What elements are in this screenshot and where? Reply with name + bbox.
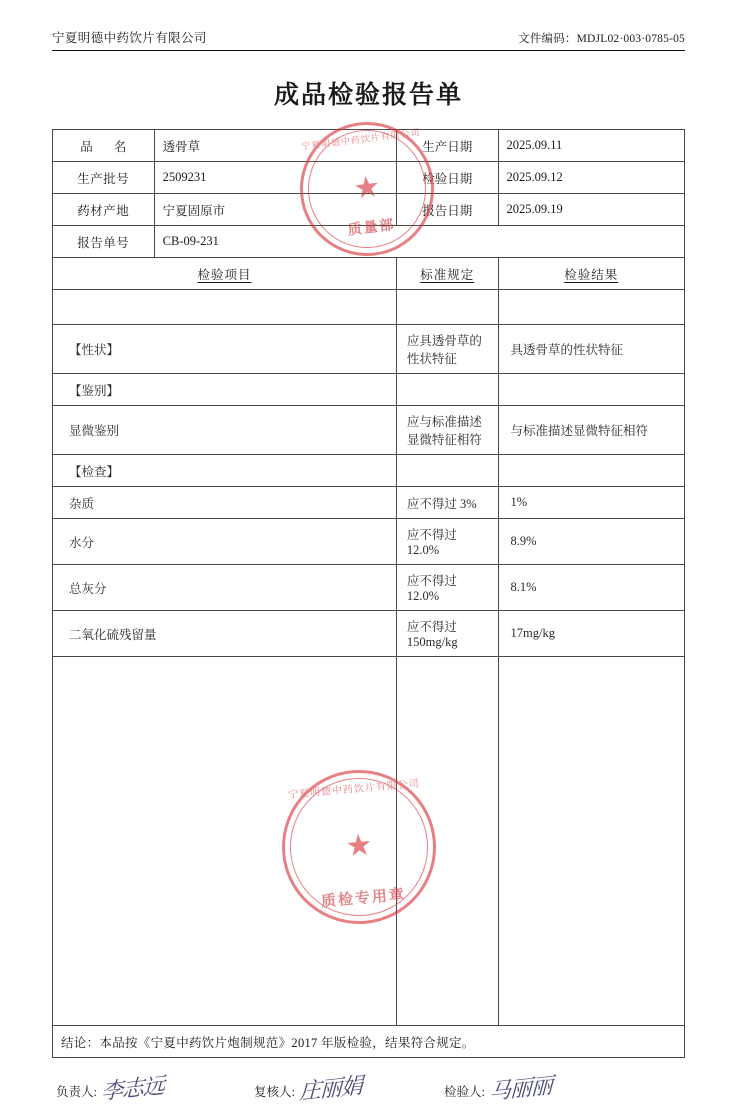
signature-row: [52, 1073, 685, 1105]
conclusion-row: [53, 1026, 685, 1058]
result-item: 杂质: [53, 487, 397, 519]
results-header-row: [53, 258, 685, 290]
result-standard: [396, 374, 498, 406]
reviewer-label: 复核人:: [254, 1084, 295, 1099]
result-item: 水分: [53, 519, 397, 565]
result-row: [53, 565, 685, 611]
star-icon: ★: [344, 828, 374, 864]
result-value: 1%: [498, 487, 684, 519]
star-icon: ★: [351, 169, 383, 206]
inspector-signature: 马丽丽: [488, 1073, 553, 1105]
result-row: [53, 611, 685, 657]
result-item: 显微鉴别: [53, 406, 397, 455]
inspection-date-label: 检验日期: [396, 162, 498, 194]
signature-reviewer: [254, 1073, 368, 1105]
column-header-result: 检验结果: [498, 258, 684, 290]
info-row: [53, 226, 685, 258]
company-name: 宁夏明德中药饮片有限公司: [52, 31, 207, 45]
result-item: 【性状】: [53, 325, 397, 374]
manager-label: 负责人:: [56, 1084, 97, 1099]
result-value: [498, 374, 684, 406]
result-standard: 应不得过 3%: [396, 487, 498, 519]
result-standard: 应不得过 12.0%: [396, 565, 498, 611]
production-date-label: 生产日期: [396, 130, 498, 162]
conclusion-cell: [53, 1026, 685, 1058]
conclusion-text: 本品按《宁夏中药饮片炮制规范》2017 年版检验，结果符合规定。: [99, 1035, 475, 1050]
stamp-arc-text: 宁夏明德中药饮片有限公司: [300, 127, 422, 152]
inspector-label: 检验人:: [444, 1084, 485, 1099]
document-number: [518, 30, 685, 46]
result-row: [53, 487, 685, 519]
page-title: 成品检验报告单: [273, 82, 463, 109]
result-standard: 应不得过 150mg/kg: [396, 611, 498, 657]
result-value: [498, 455, 684, 487]
result-value: 8.1%: [498, 565, 684, 611]
manager-signature: 李志远: [100, 1073, 165, 1105]
result-standard: 应具透骨草的性状特征: [396, 325, 498, 374]
origin-value: 宁夏固原市: [154, 194, 396, 226]
column-header-item: 检验项目: [53, 258, 397, 290]
document-number-value: MDJL02·003·0785-05: [576, 33, 685, 45]
production-date-value: 2025.09.11: [498, 130, 684, 162]
report-table: [52, 129, 685, 1058]
report-number-value: CB-09-231: [154, 226, 684, 258]
info-row: [53, 194, 685, 226]
column-header-standard: 标准规定: [396, 258, 498, 290]
conclusion-label: 结论：: [61, 1035, 100, 1050]
result-row: [53, 519, 685, 565]
stamp-bottom-text: 质检专用章: [320, 887, 407, 911]
result-item: 【检查】: [53, 455, 397, 487]
document-number-label: 文件编码：: [518, 33, 577, 45]
report-date-value: 2025.09.19: [498, 194, 684, 226]
info-row: [53, 130, 685, 162]
signature-manager: [56, 1073, 170, 1105]
origin-label: 药材产地: [53, 194, 155, 226]
signature-inspector: [444, 1073, 558, 1105]
result-value: 8.9%: [498, 519, 684, 565]
document-header: [52, 28, 685, 51]
result-row: [53, 455, 685, 487]
result-value: 与标准描述显微特征相符: [498, 406, 684, 455]
reviewer-signature: 庄丽娟: [298, 1073, 363, 1105]
result-row: [53, 374, 685, 406]
report-date-label: 报告日期: [396, 194, 498, 226]
result-value: 具透骨草的性状特征: [498, 325, 684, 374]
stamp-arc-text: 宁夏明德中药饮片有限公司: [287, 778, 421, 801]
result-item: 二氧化硫残留量: [53, 611, 397, 657]
result-standard: 应不得过 12.0%: [396, 519, 498, 565]
result-row: [53, 406, 685, 455]
batch-number-value: 2509231: [154, 162, 396, 194]
product-name-label: 品 名: [53, 130, 155, 162]
results-blank-area: [53, 657, 685, 1026]
product-name-value: 透骨草: [154, 130, 396, 162]
results-spacer: [53, 290, 685, 325]
result-value: 17mg/kg: [498, 611, 684, 657]
result-item: 总灰分: [53, 565, 397, 611]
result-item: 【鉴别】: [53, 374, 397, 406]
stamp-bottom-text: 质量部: [347, 217, 397, 239]
result-standard: [396, 455, 498, 487]
report-number-label: 报告单号: [53, 226, 155, 258]
info-row: [53, 162, 685, 194]
batch-number-label: 生产批号: [53, 162, 155, 194]
result-row: [53, 325, 685, 374]
inspection-date-value: 2025.09.12: [498, 162, 684, 194]
result-standard: 应与标准描述显微特征相符: [396, 406, 498, 455]
